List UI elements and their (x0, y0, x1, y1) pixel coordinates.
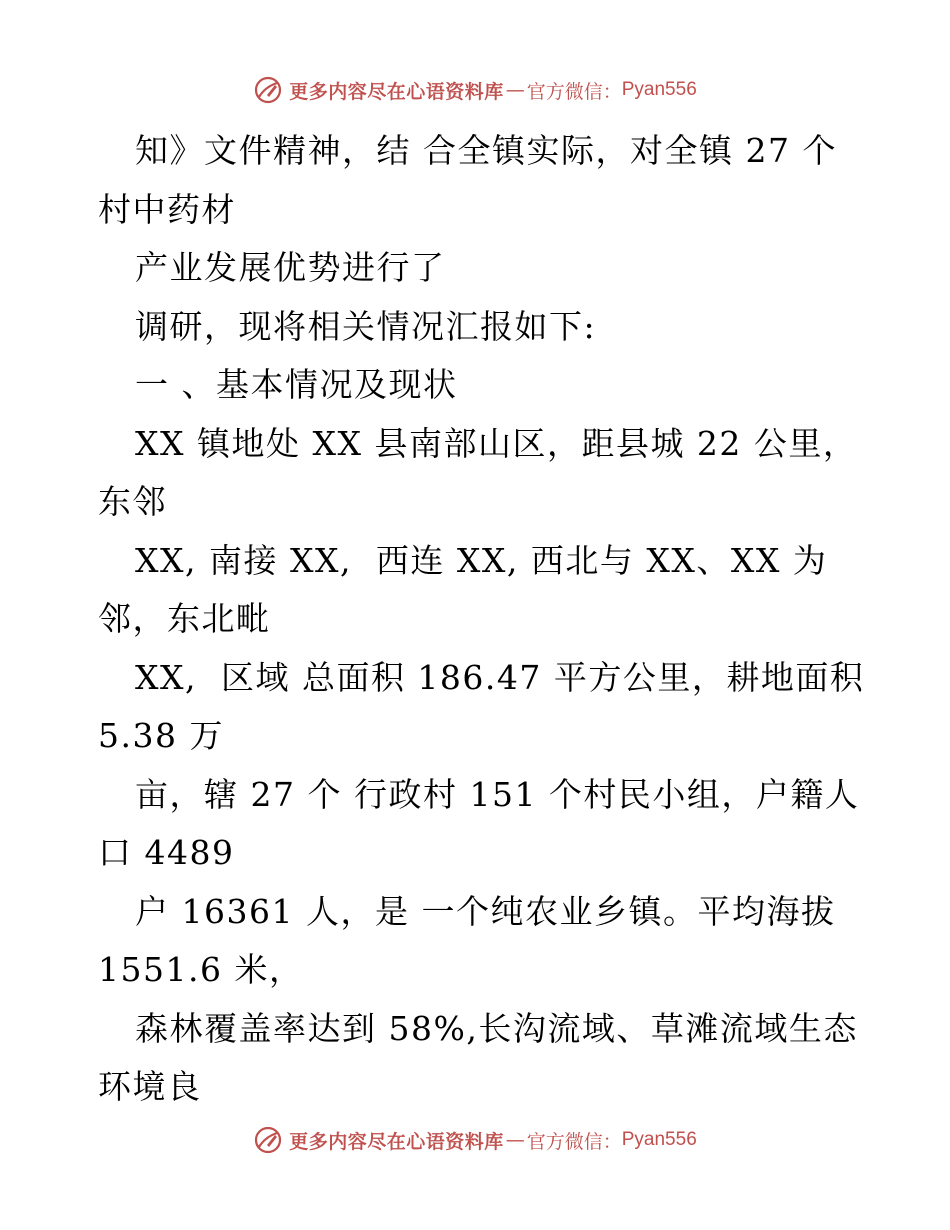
text-line: 调研，现将相关情况汇报如下: (135, 306, 597, 346)
banner-wechat-handle: Pyan556 (621, 79, 697, 100)
text-line: 5.38 万 (98, 716, 224, 755)
text-line: XX, 南接 XX, 西连 XX, 西北与 XX、XX 为 (135, 540, 828, 580)
text-line: 东邻 (98, 482, 167, 521)
footer-watermark-banner (0, 1120, 950, 1160)
text-line: 1551.6 米， (98, 950, 304, 989)
banner-site-name: 更多内容尽在心语资料库 (289, 80, 504, 103)
banner-wechat-label: 官方微信： (526, 1130, 622, 1153)
pen-logo-icon (253, 75, 283, 105)
pen-logo-icon (253, 1125, 283, 1155)
text-line: 村中药材 (98, 189, 236, 229)
banner-wechat-label: 官方微信： (526, 80, 622, 103)
text-line: XX, 区域 总面积 186.47 平方公里，耕地面积 (135, 657, 865, 697)
text-line: 口 4489 (98, 833, 235, 872)
text-line: 森林覆盖率达到 58%,长沟流域、草滩流域生态 (135, 1008, 858, 1048)
document-body (98, 122, 865, 1117)
text-line: 亩，辖 27 个 行政村 151 个村民小组，户籍人 (135, 774, 860, 814)
banner-wechat-handle: Pyan556 (621, 1129, 697, 1150)
banner-separator: — (505, 79, 525, 101)
text-line: 产业发展优势进行了 (135, 248, 446, 287)
banner-site-name: 更多内容尽在心语资料库 (289, 1130, 504, 1153)
text-line: 一 、基本情况及现状 (135, 365, 458, 404)
text-line: 邻，东北毗 (98, 599, 271, 638)
text-line: 知》文件精神，结 合全镇实际，对全镇 27 个 (135, 131, 837, 170)
text-line: 环境良 (98, 1067, 202, 1106)
text-line: XX 镇地处 XX 县南部山区，距县城 22 公里， (135, 423, 858, 463)
banner-separator: — (505, 1129, 525, 1151)
text-line: 户 16361 人，是 一个纯农业乡镇。平均海拔 (135, 891, 836, 931)
header-watermark-banner (0, 70, 950, 110)
